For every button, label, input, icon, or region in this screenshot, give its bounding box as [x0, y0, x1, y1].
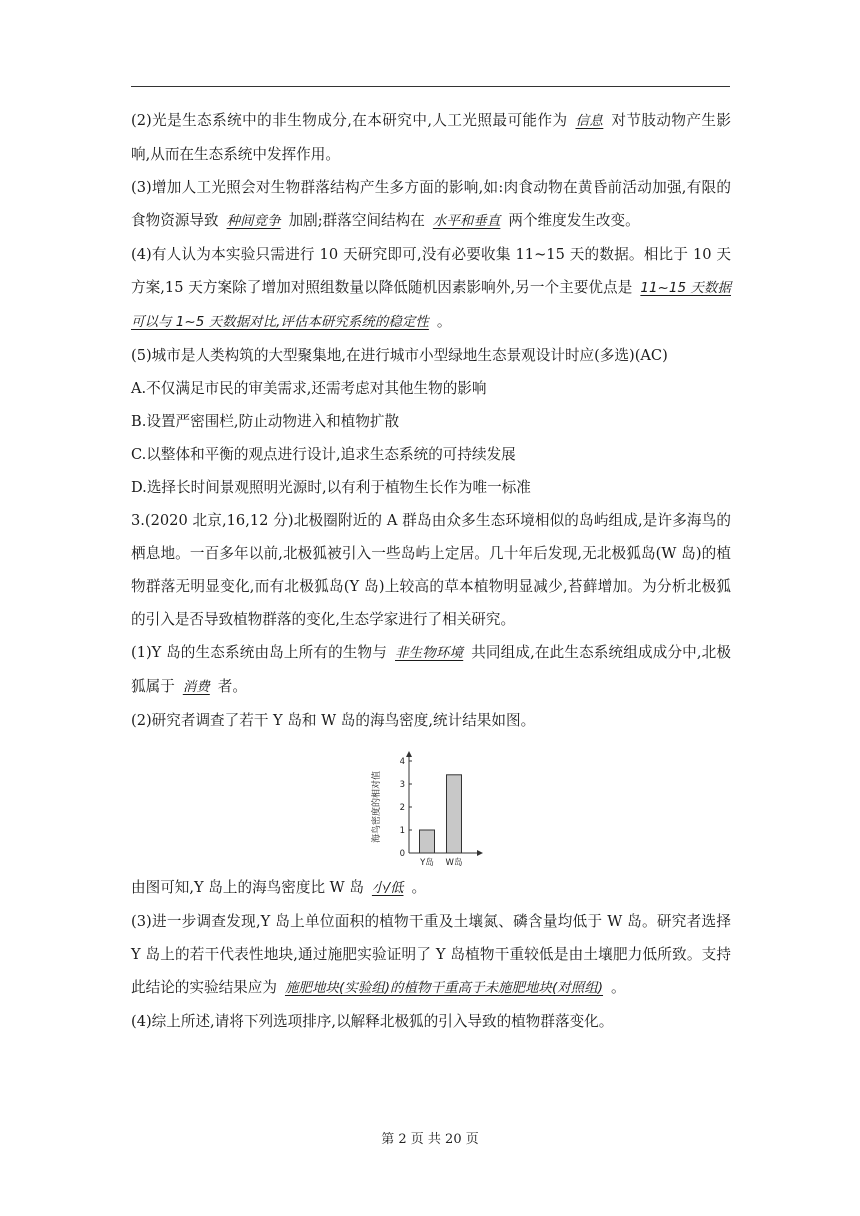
paragraph-2-4 [131, 238, 731, 339]
y-tick-label: 0 [399, 849, 405, 859]
option-b: B.设置严密围栏,防止动物进入和植物扩散 [131, 413, 400, 430]
question-3: 3.(2020 北京,16,12 分)北极圈附近的 A 群岛由众多生态环境相似的岛屿组成,是许多海鸟的栖息地。一百多年以前,北极狐被引入一些岛屿上定居。几十年后发现,无北极狐岛(W 岛)的植物群落无明显变化,而有北极狐岛(Y 岛)上较高的草本植物明显减少,苔藓增加。为分析北极狐的引入是否导致植物群落的变化,生态学家进行了相关研究。 [131, 512, 731, 628]
option-c: C.以整体和平衡的观点进行设计,追求生态系统的可持续发展 [131, 446, 516, 463]
y-axis-label: 海鸟密度的相对值 [372, 770, 382, 844]
paragraph-3-4: (4)综上所述,请将下列选项排序,以解释北极狐的引入导致的植物群落变化。 [131, 1013, 614, 1030]
text: 加剧;群落空间结构在 [288, 212, 425, 229]
text: 共同组成,在此生态系统组成成分中,北极狐属于 [131, 644, 732, 695]
answer-blank: 种间竞争 [226, 213, 281, 229]
text: (4)有人认为本实验只需进行 10 天研究即可,没有必要收集 11~15 天的数据。相比于 10 天方案,15 天方案除了增加对照组数量以降低随机因素影响外,另一个主要优点是 [131, 246, 731, 296]
answer-blank: 非生物环境 [395, 645, 464, 661]
text: (1)Y 岛的生态系统由岛上所有的生物与 [131, 644, 388, 661]
bar-y-island [420, 830, 435, 853]
text: 。 [436, 313, 452, 330]
seabird-density-chart [131, 741, 731, 871]
page-footer: 第 2 页 共 20 页 [381, 1132, 479, 1147]
text: 两个维度发生改变。 [508, 212, 640, 229]
text: 对节肢动物产生影响,从而在生态系统中发挥作用。 [131, 112, 731, 163]
x-tick-label: Y岛 [420, 858, 434, 868]
text: 由图可知,Y 岛上的海鸟密度比 W 岛 [131, 879, 364, 896]
y-tick-label: 4 [399, 757, 405, 767]
y-tick-label: 1 [399, 826, 405, 836]
paragraph-3-2-result [131, 871, 731, 905]
answer-blank: 消费 [182, 679, 210, 695]
x-tick-label: W岛 [445, 858, 463, 868]
paragraph-3-2: (2)研究者调查了若干 Y 岛和 W 岛的海鸟密度,统计结果如图。 [131, 712, 536, 729]
text: 。 [411, 879, 427, 896]
paragraph-2-2 [131, 104, 731, 171]
y-axis-arrow [406, 751, 412, 757]
paragraph-3-3 [131, 905, 731, 1005]
y-tick-label: 2 [399, 803, 405, 813]
text: (2)光是生态系统中的非生物成分,在本研究中,人工光照最可能作为 [131, 112, 568, 129]
text: 。 [611, 979, 626, 996]
option-a: A.不仅满足市民的审美需求,还需考虑对其他生物的影响 [131, 380, 487, 397]
answer-blank: 施肥地块(实验组)的植物干重高于未施肥地块(对照组) [284, 980, 604, 996]
text: 者。 [217, 678, 247, 695]
option-d: D.选择长时间景观照明光源时,以有利于植物生长作为唯一标准 [131, 479, 531, 496]
answer-blank: 11~15 天数据可以与 1~5 天数据对比,评估本研究系统的稳定性 [131, 280, 731, 330]
x-axis-arrow [477, 850, 483, 856]
page-content [131, 104, 731, 1038]
header-rule [131, 86, 730, 87]
paragraph-3-1 [131, 636, 731, 704]
paragraph-2-5: (5)城市是人类构筑的大型聚集地,在进行城市小型绿地生态景观设计时应(多选)(AC) [131, 347, 668, 364]
text: (3)增加人工光照会对生物群落结构产生多方面的影响,如:肉食动物在黄昏前活动加强,有限的食物资源导致 [131, 179, 731, 229]
text: (3)进一步调查发现,Y 岛上单位面积的植物干重及土壤氮、磷含量均低于 W 岛。研究者选择 Y 岛上的若干代表性地块,通过施肥实验证明了 Y 岛植物干重较低是由土壤肥力低所致。支持此结论的实验结果应为 [131, 913, 731, 996]
y-tick-label: 3 [399, 780, 405, 790]
answer-blank: 信息 [575, 113, 604, 129]
bar-w-island [447, 775, 462, 853]
paragraph-2-3 [131, 171, 731, 238]
chart-svg [367, 741, 487, 871]
answer-blank: 水平和垂直 [432, 213, 501, 229]
answer-blank: 小/低 [371, 880, 404, 896]
